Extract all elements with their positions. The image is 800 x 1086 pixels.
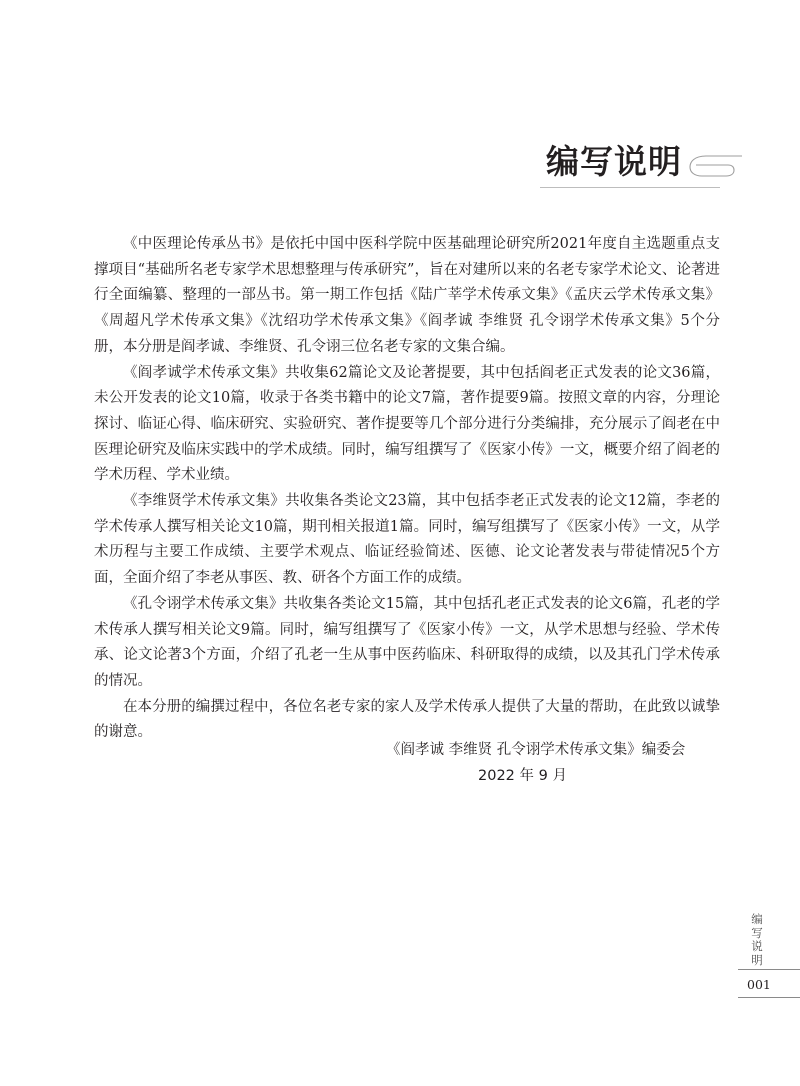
margin-rule-top [738,969,800,970]
paragraph-kong-lingxu: 《孔令诩学术传承文集》共收集各类论文15篇，其中包括孔老正式发表的论文6篇，孔老的学术传承人撰写相关论文9篇。同时，编写组撰写了《医家小传》一文，从学术思想与经验、学术传承、论文论著3个方面，介绍了孔老一生从事中医药临床、科研取得的成绩，以及其孔门学术传承的情况。 [94,595,720,689]
paragraph-yan-xiaocheng: 《阎孝诚学术传承文集》共收集62篇论文及论著提要，其中包括阎老正式发表的论文36篇，未公开发表的论文10篇，收录于各类书籍中的论文7篇，著作提要9篇。按照文章的内容，分理论探讨、临证心得、临床研究、实验研究、著作提要等几个部分进行分类编排，充分展示了阎老在中医理论研究及临床实践中的学术成绩。同时，编写组撰写了《医家小传》一文，概要介绍了阎老的学术历程、学术业绩。 [94,364,720,484]
page-number: 001 [747,977,771,992]
signature-committee: 《阎孝诚 李维贤 孔令诩学术传承文集》编委会 [386,742,686,758]
paragraph-li-weixian: 《李维贤学术传承文集》共收集各类论文23篇，其中包括李老正式发表的论文12篇，李老的学术传承人撰写相关论文10篇，期刊相关报道1篇。同时，编写组撰写了《医家小传》一文，从学术历程与主要工作成绩、主要学术观点、临证经验简述、医德、论文论著发表与带徒情况5个方面，全面介绍了李老从事医、教、研各个方面工作的成绩。 [94,493,720,587]
signature-date: 2022 年 9 月 [478,768,567,784]
swirl-ornament-icon [686,152,742,182]
margin-rule-bottom [738,997,800,998]
title-underline [540,187,720,188]
title-block [540,140,720,190]
body-text [94,232,720,746]
paragraph-series-intro: 《中医理论传承丛书》是依托中国中医科学院中医基础理论研究所2021年度自主选题重点支撑项目“基础所名老专家学术思想整理与传承研究”，旨在对建所以来的名老专家学术论文、论著进行全面编纂、整理的一部丛书。第一期工作包括《陆广莘学术传承文集》《孟庆云学术传承文集》《周超凡学术传承文集》《沈绍功学术传承文集》《阎孝诚 李维贤 孔令诩学术传承文集》5个分册，本分册是阎孝诚、李维贤、孔令诩三位名老专家的文集合编。 [94,236,720,355]
running-head: 编写说明 [751,912,763,967]
paragraph-acknowledgement: 在本分册的编撰过程中，各位名老专家的家人及学术传承人提供了大量的帮助，在此致以诚挚的谢意。 [94,698,720,741]
page-title: 编写说明 [546,142,682,181]
